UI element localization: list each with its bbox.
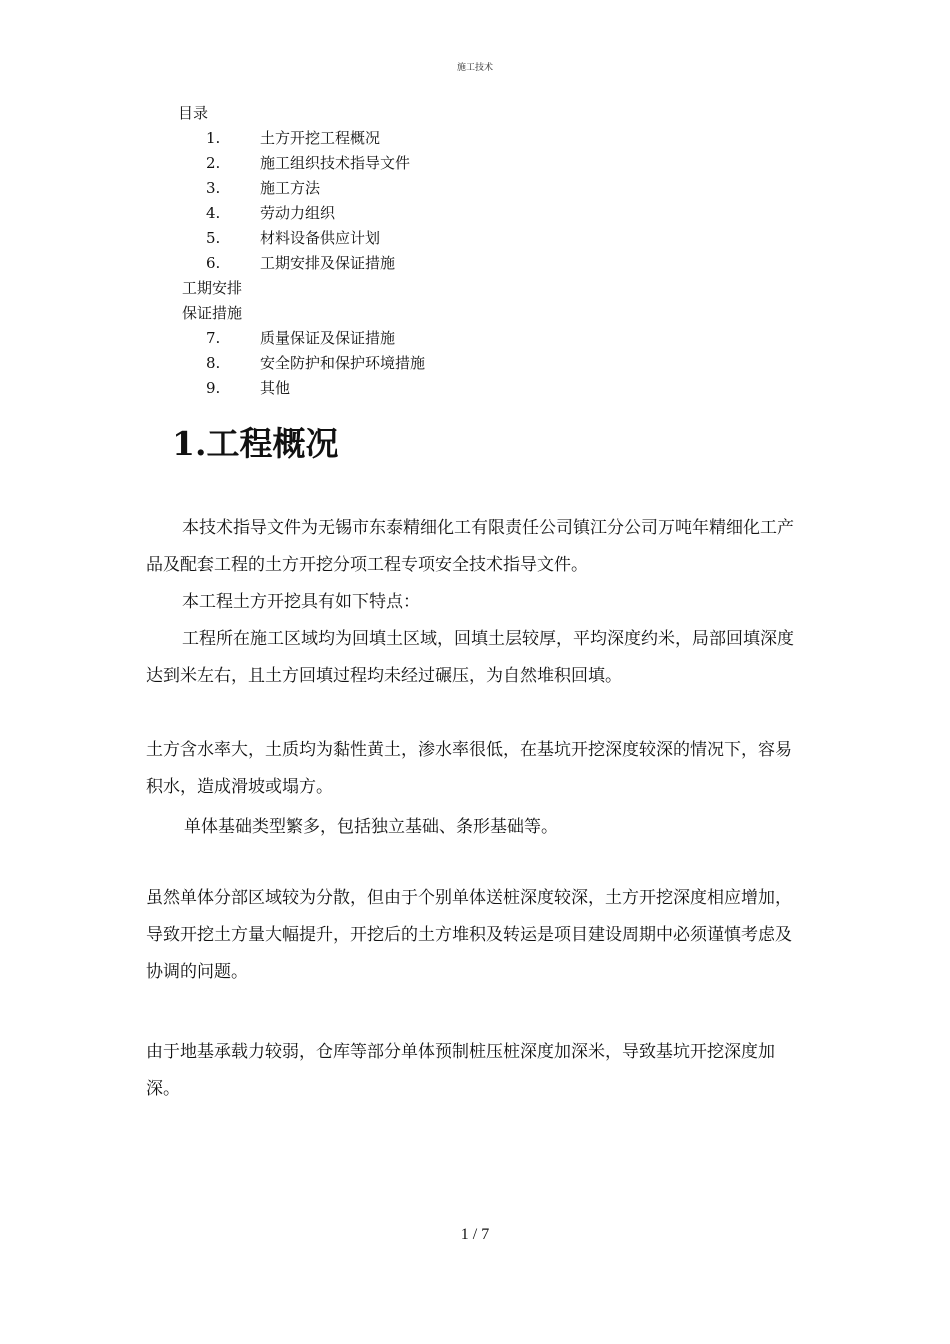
- section-heading: 1.工程概况: [172, 424, 339, 463]
- toc-item-label: 土方开挖工程概况: [260, 129, 381, 147]
- table-of-contents: [0, 127, 950, 402]
- toc-item-number: 2.: [206, 154, 221, 172]
- toc-item-number: 1.: [206, 129, 221, 147]
- toc-item-label: 材料设备供应计划: [260, 229, 381, 247]
- toc-item-label: 施工方法: [260, 179, 321, 197]
- page-number: 1 / 7: [460, 1226, 490, 1243]
- toc-item-number: 5.: [206, 229, 221, 247]
- toc-item-number: 6.: [206, 254, 221, 272]
- toc-item-label: 其他: [260, 379, 291, 397]
- toc-subitem: [0, 277, 950, 302]
- toc-item-label: 劳动力组织: [260, 204, 336, 222]
- paragraph: 虽然单体分部区域较为分散，但由于个别单体送桩深度较深，土方开挖深度相应增加，导致开挖土方量大幅提升，开挖后的土方堆积及转运是项目建设周期中必须谨慎考虑及协调的问题。: [146, 888, 792, 982]
- toc-item: [0, 177, 950, 202]
- toc-item-label: 施工组织技术指导文件: [260, 154, 411, 172]
- toc-item: [0, 227, 950, 252]
- toc-subitem: [0, 302, 950, 327]
- toc-item-number: 8.: [206, 354, 221, 372]
- toc-subitem-label: 工期安排: [182, 279, 243, 297]
- paragraph: 本工程土方开挖具有如下特点：: [182, 592, 420, 612]
- paragraph: 由于地基承载力较弱，仓库等部分单体预制桩压桩深度加深米，导致基坑开挖深度加深。: [146, 1042, 775, 1099]
- toc-item-number: 7.: [206, 329, 221, 347]
- toc-item-number: 4.: [206, 204, 221, 222]
- toc-title: 目录: [178, 104, 209, 122]
- toc-item: [0, 127, 950, 152]
- toc-item: [0, 377, 950, 402]
- toc-item: [0, 352, 950, 377]
- toc-item-label: 安全防护和保护环境措施: [260, 354, 426, 372]
- toc-item: [0, 152, 950, 177]
- toc-item-number: 9.: [206, 379, 221, 397]
- toc-item: [0, 252, 950, 277]
- paragraph: 土方含水率大，土质均为黏性黄土，渗水率很低，在基坑开挖深度较深的情况下，容易积水，造成滑坡或塌方。: [146, 740, 792, 797]
- toc-item-label: 质量保证及保证措施: [260, 329, 396, 347]
- toc-item-number: 3.: [206, 179, 221, 197]
- toc-item: [0, 327, 950, 352]
- page-header: 施工技术: [456, 63, 493, 73]
- paragraph: 本技术指导文件为无锡市东泰精细化工有限责任公司镇江分公司万吨年精细化工产品及配套工程的土方开挖分项工程专项安全技术指导文件。: [146, 518, 794, 575]
- toc-item-label: 工期安排及保证措施: [260, 254, 396, 272]
- toc-item: [0, 202, 950, 227]
- paragraph: 单体基础类型繁多，包括独立基础、条形基础等。: [184, 817, 558, 837]
- paragraph: 工程所在施工区域均为回填土区域，回填土层较厚，平均深度约米，局部回填深度达到米左右，且土方回填过程均未经过碾压，为自然堆积回填。: [146, 629, 794, 686]
- toc-subitem-label: 保证措施: [182, 304, 243, 322]
